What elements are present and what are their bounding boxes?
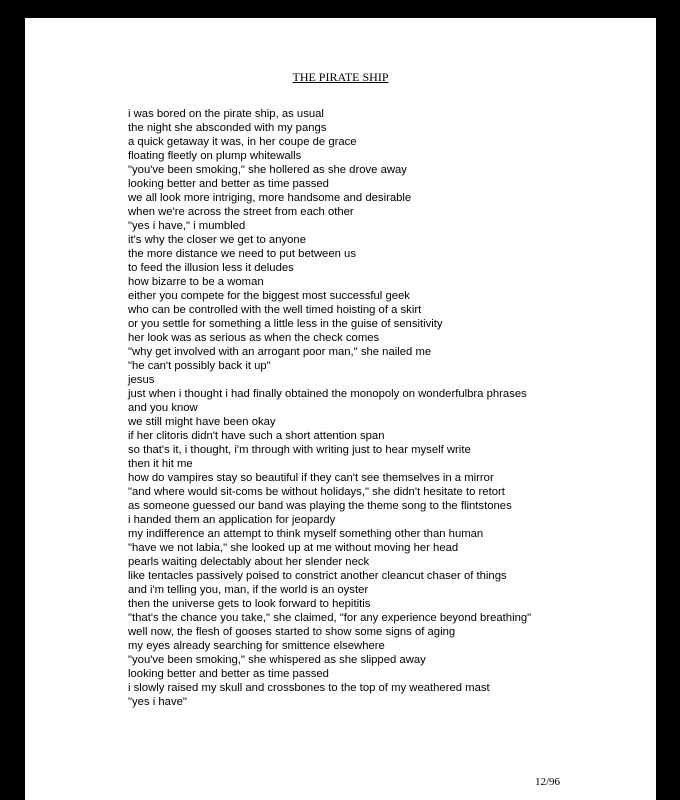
poem-line: and i'm telling you, man, if the world is an oyster bbox=[128, 584, 369, 596]
poem-line: "that's the chance you take," she claimed, "for any experience beyond breathing" bbox=[128, 612, 532, 624]
poem-line: pearls waiting delectably about her slender neck bbox=[128, 556, 370, 568]
poem-line: as someone guessed our band was playing the theme song to the flintstones bbox=[128, 500, 512, 512]
poem-line: looking better and better as time passed bbox=[128, 668, 329, 680]
poem-line: "and where would sit-coms be without holidays," she didn't hesitate to retort bbox=[128, 486, 505, 498]
poem-line: i was bored on the pirate ship, as usual bbox=[128, 108, 324, 120]
poem-line: the more distance we need to put between us bbox=[128, 248, 356, 260]
poem-line: then it hit me bbox=[128, 458, 193, 470]
poem-line: her look was as serious as when the check comes bbox=[128, 332, 380, 344]
poem-line: i slowly raised my skull and crossbones to the top of my weathered mast bbox=[128, 682, 490, 694]
document-page bbox=[25, 18, 656, 800]
poem-line: how do vampires stay so beautiful if they can't see themselves in a mirror bbox=[128, 472, 494, 484]
poem-line: either you compete for the biggest most successful geek bbox=[128, 290, 410, 302]
poem-line: who can be controlled with the well timed hoisting of a skirt bbox=[128, 304, 422, 316]
poem-line: it's why the closer we get to anyone bbox=[128, 234, 306, 246]
poem-line: "yes i have," i mumbled bbox=[128, 220, 246, 232]
poem-line: well now, the flesh of gooses started to show some signs of aging bbox=[128, 626, 456, 638]
poem-line: looking better and better as time passed bbox=[128, 178, 329, 190]
poem-line: and you know bbox=[128, 402, 198, 414]
poem-line: or you settle for something a little less in the guise of sensitivity bbox=[128, 318, 443, 330]
poem-line: when we're across the street from each other bbox=[128, 206, 354, 218]
page-number: 12/96 bbox=[535, 776, 561, 788]
poem-title: THE PIRATE SHIP bbox=[292, 70, 389, 84]
poem-line: we still might have been okay bbox=[128, 416, 276, 428]
poem-line: to feed the illusion less it deludes bbox=[128, 262, 294, 274]
poem-line: "you've been smoking," she hollered as she drove away bbox=[128, 164, 407, 176]
poem-line: "you've been smoking," she whispered as she slipped away bbox=[128, 654, 426, 666]
poem-line: like tentacles passively poised to constrict another cleancut chaser of things bbox=[128, 570, 507, 582]
poem-line: my indifference an attempt to think myself something other than human bbox=[128, 528, 484, 540]
poem-line: how bizarre to be a woman bbox=[128, 276, 264, 288]
poem-line: my eyes already searching for smittence elsewhere bbox=[128, 640, 385, 652]
poem-line: so that's it, i thought, i'm through with writing just to hear myself write bbox=[128, 444, 471, 456]
poem-line: jesus bbox=[128, 374, 155, 386]
poem-line: just when i thought i had finally obtained the monopoly on wonderfulbra phrases bbox=[128, 388, 527, 400]
poem-line: "have we not labia," she looked up at me without moving her head bbox=[128, 542, 459, 554]
poem-line: "why get involved with an arrogant poor man," she nailed me bbox=[128, 346, 432, 358]
poem-line: then the universe gets to look forward to hepititis bbox=[128, 598, 371, 610]
poem-line: the night she absconded with my pangs bbox=[128, 122, 327, 134]
poem-line: floating fleetly on plump whitewalls bbox=[128, 150, 302, 162]
poem-body bbox=[128, 107, 648, 709]
poem-line: we all look more intriging, more handsome and desirable bbox=[128, 192, 412, 204]
poem-line: i handed them an application for jeopardy bbox=[128, 514, 336, 526]
poem-line: "yes i have" bbox=[128, 696, 187, 708]
poem-line: "he can't possibly back it up" bbox=[128, 360, 271, 372]
poem-line: if her clitoris didn't have such a short attention span bbox=[128, 430, 385, 442]
poem-line: a quick getaway it was, in her coupe de grace bbox=[128, 136, 357, 148]
